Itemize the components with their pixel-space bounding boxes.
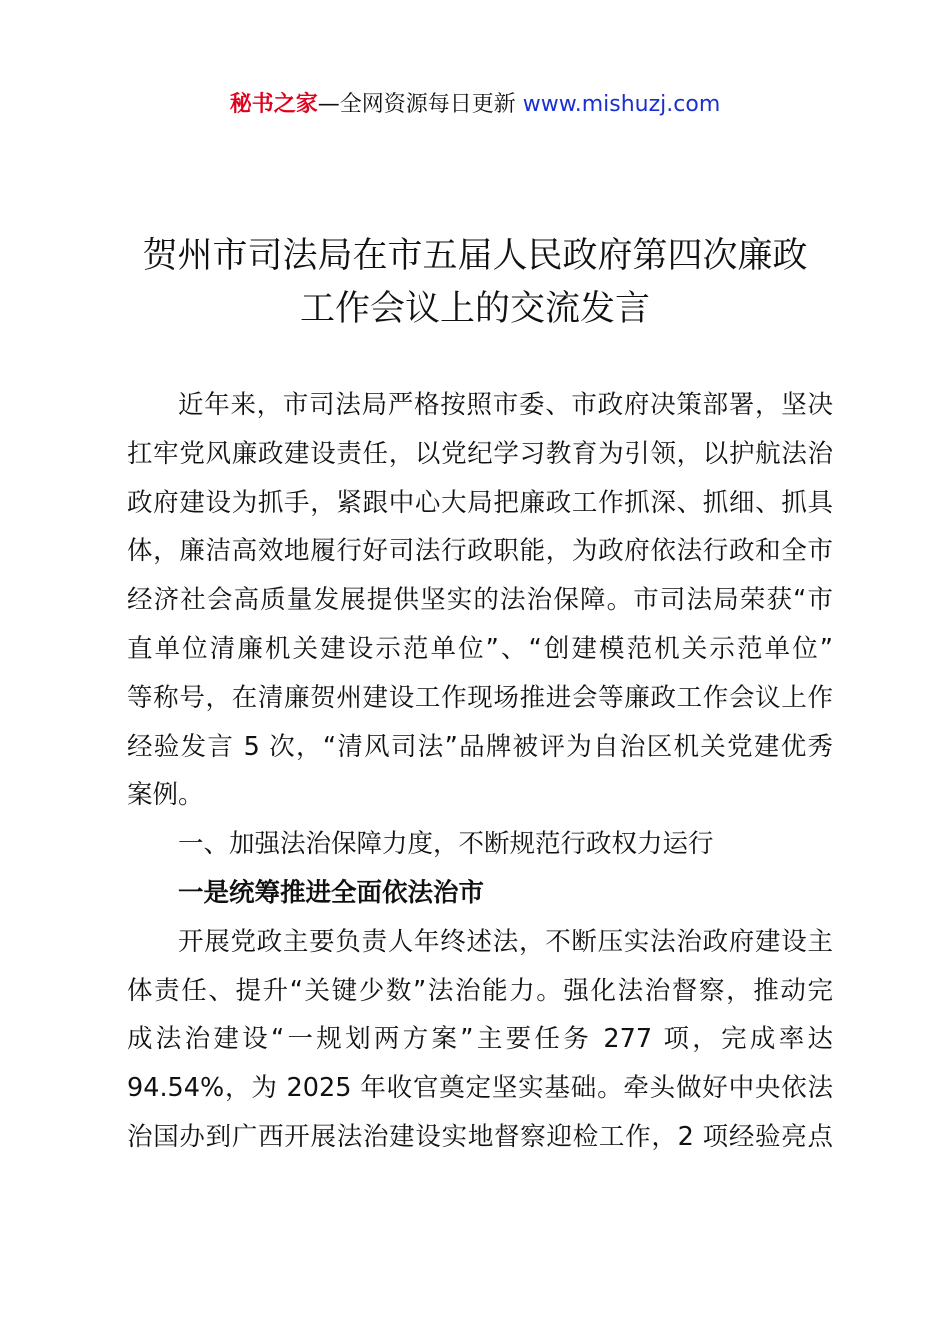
paragraph-line: 成法治建设“一规划两方案”主要任务 277 项，完成率达 bbox=[127, 1024, 833, 1055]
paragraph-line: 体责任、提升“关键少数”法治能力。强化法治督察，推动完 bbox=[127, 975, 833, 1006]
paragraph-line: 经济社会高质量发展提供坚实的法治保障。市司法局荣获“市 bbox=[127, 585, 833, 616]
paragraph-line: 扛牢党风廉政建设责任，以党纪学习教育为引领，以护航法治 bbox=[127, 438, 833, 469]
paragraph-line: 政府建设为抓手，紧跟中心大局把廉政工作抓深、抓细、抓具 bbox=[127, 487, 833, 518]
document-title bbox=[60, 230, 890, 336]
paragraph-line: 体，廉洁高效地履行好司法行政职能，为政府依法行政和全市 bbox=[127, 536, 833, 567]
header-tagline: —全网资源每日更新 bbox=[317, 92, 523, 117]
paragraph-line: 近年来，市司法局严格按照市委、市政府决策部署，坚决 bbox=[178, 390, 833, 420]
paragraph-line: 经验发言 5 次，“清风司法”品牌被评为自治区机关党建优秀 bbox=[127, 731, 833, 762]
title-line-2: 工作会议上的交流发言 bbox=[299, 289, 650, 329]
subsection-heading: 一是统筹推进全面依法治市 bbox=[178, 877, 485, 908]
site-url-link[interactable]: www.mishuzj.com bbox=[522, 92, 721, 117]
paragraph-line: 开展党政主要负责人年终述法，不断压实法治政府建设主 bbox=[178, 926, 833, 957]
paragraph-line: 等称号，在清廉贺州建设工作现场推进会等廉政工作会议上作 bbox=[127, 682, 833, 713]
document-body bbox=[127, 381, 833, 1162]
paragraph-line: 直单位清廉机关建设示范单位”、“创建模范机关示范单位” bbox=[127, 633, 833, 664]
paragraph-line: 治国办到广西开展法治建设实地督察迎检工作，2 项经验亮点 bbox=[127, 1121, 833, 1152]
paragraph-line: 94.54%，为 2025 年收官奠定坚实基础。牵头做好中央依法 bbox=[127, 1073, 833, 1104]
section-heading: 一、加强法治保障力度，不断规范行政权力运行 bbox=[178, 829, 714, 860]
title-line-1: 贺州市司法局在市五届人民政府第四次廉政 bbox=[142, 236, 808, 276]
brand-name: 秘书之家 bbox=[229, 92, 318, 117]
site-header bbox=[0, 88, 950, 122]
paragraph-line: 案例。 bbox=[127, 780, 204, 811]
